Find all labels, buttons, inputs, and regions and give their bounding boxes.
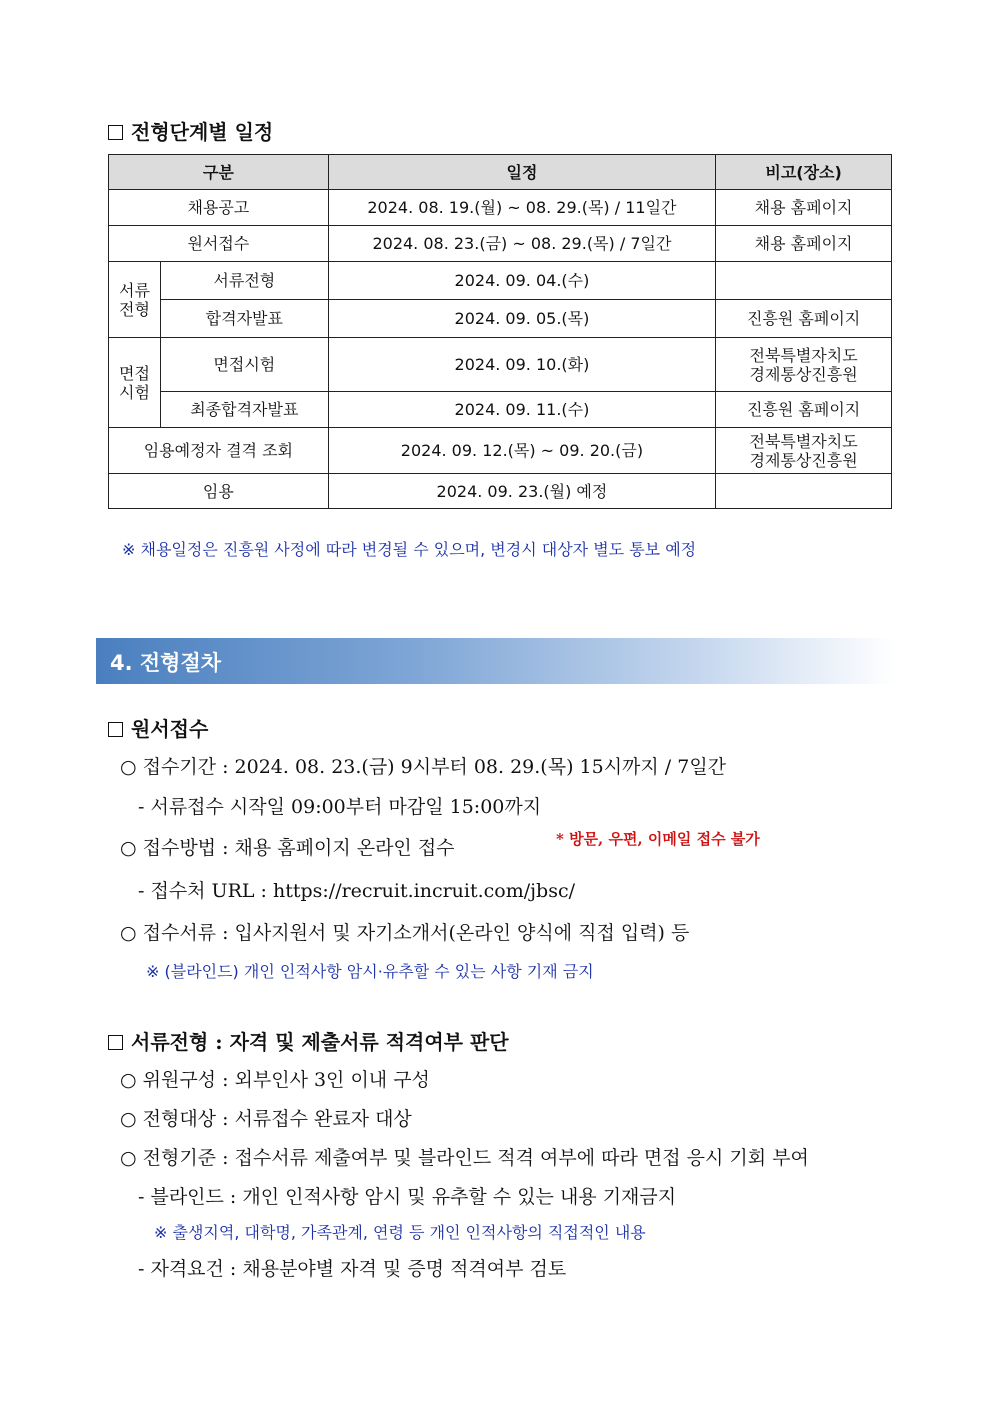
checkbox-square-icon (108, 722, 123, 737)
note-cell: 전북특별자치도 경제통상진흥원 (716, 338, 892, 392)
application-heading-text: 원서접수 (131, 717, 209, 741)
note-cell: 전북특별자치도 경제통상진흥원 (716, 428, 892, 474)
table-row (109, 190, 892, 226)
application-heading (108, 713, 208, 742)
note-cell: 채용 홈페이지 (716, 190, 892, 226)
application-url: - 접수처 URL : https://recruit.incruit.com/jbsc/ (138, 880, 576, 902)
screening-qualification: - 자격요건 : 채용분야별 자격 및 증명 적격여부 검토 (138, 1258, 567, 1280)
table-row (109, 300, 892, 338)
header-note: 비고(장소) (716, 155, 892, 190)
note-cell (716, 474, 892, 509)
note-cell: 진흥원 홈페이지 (716, 392, 892, 428)
schedule-footnote: ※ 채용일정은 진흥원 사정에 따라 변경될 수 있으며, 변경시 대상자 별도 통보 예정 (122, 540, 697, 559)
note-cell: 진흥원 홈페이지 (716, 300, 892, 338)
stage-cell: 면접시험 (160, 338, 328, 392)
stage-cell: 임용예정자 결격 조회 (109, 428, 329, 474)
application-period: ○ 접수기간 : 2024. 08. 23.(금) 9시부터 08. 29.(목) 15시까지 / 7일간 (120, 756, 727, 778)
table-header-row (109, 155, 892, 190)
date-cell: 2024. 08. 23.(금) ~ 08. 29.(목) / 7일간 (328, 226, 715, 262)
application-period-sub: - 서류접수 시작일 09:00부터 마감일 15:00까지 (138, 796, 542, 818)
application-method-note: * 방문, 우편, 이메일 접수 불가 (556, 830, 760, 848)
screening-blind: - 블라인드 : 개인 인적사항 암시 및 유추할 수 있는 내용 기재금지 (138, 1186, 677, 1208)
note-cell: 채용 홈페이지 (716, 226, 892, 262)
schedule-heading (108, 116, 273, 145)
date-cell: 2024. 09. 11.(수) (328, 392, 715, 428)
schedule-heading-text: 전형단계별 일정 (131, 120, 274, 144)
table-row (109, 474, 892, 509)
application-docs-note: ※ (블라인드) 개인 인적사항 암시·유추할 수 있는 사항 기재 금지 (146, 962, 594, 981)
table-row (109, 338, 892, 392)
date-cell: 2024. 09. 05.(목) (328, 300, 715, 338)
stage-cell: 원서접수 (109, 226, 329, 262)
date-cell: 2024. 09. 04.(수) (328, 262, 715, 300)
screening-blind-note: ※ 출생지역, 대학명, 가족관계, 연령 등 개인 인적사항의 직접적인 내용 (154, 1223, 646, 1242)
screening-committee: ○ 위원구성 : 외부인사 3인 이내 구성 (120, 1069, 430, 1091)
table-row (109, 262, 892, 300)
header-date: 일정 (328, 155, 715, 190)
schedule-table (108, 154, 892, 509)
table-row (109, 226, 892, 262)
group-cell: 서류 전형 (109, 262, 161, 338)
header-category: 구분 (109, 155, 329, 190)
checkbox-square-icon (108, 125, 123, 140)
table-row (109, 428, 892, 474)
section-title: 4. 전형절차 (110, 651, 222, 675)
stage-cell: 채용공고 (109, 190, 329, 226)
application-docs: ○ 접수서류 : 입사지원서 및 자기소개서(온라인 양식에 직접 입력) 등 (120, 922, 690, 944)
stage-cell: 합격자발표 (160, 300, 328, 338)
screening-target: ○ 전형대상 : 서류접수 완료자 대상 (120, 1108, 412, 1130)
stage-cell: 최종합격자발표 (160, 392, 328, 428)
checkbox-square-icon (108, 1035, 123, 1050)
section-title-bar (96, 638, 896, 684)
screening-heading (108, 1026, 509, 1055)
stage-cell: 임용 (109, 474, 329, 509)
date-cell: 2024. 09. 10.(화) (328, 338, 715, 392)
date-cell: 2024. 09. 12.(목) ~ 09. 20.(금) (328, 428, 715, 474)
date-cell: 2024. 09. 23.(월) 예정 (328, 474, 715, 509)
screening-criteria: ○ 전형기준 : 접수서류 제출여부 및 블라인드 적격 여부에 따라 면접 응시 기회 부여 (120, 1147, 809, 1169)
screening-heading-text: 서류전형 : 자격 및 제출서류 적격여부 판단 (131, 1030, 509, 1054)
table-row (109, 392, 892, 428)
group-cell: 면접 시험 (109, 338, 161, 428)
application-method: ○ 접수방법 : 채용 홈페이지 온라인 접수 (120, 837, 455, 859)
date-cell: 2024. 08. 19.(월) ~ 08. 29.(목) / 11일간 (328, 190, 715, 226)
note-cell (716, 262, 892, 300)
stage-cell: 서류전형 (160, 262, 328, 300)
